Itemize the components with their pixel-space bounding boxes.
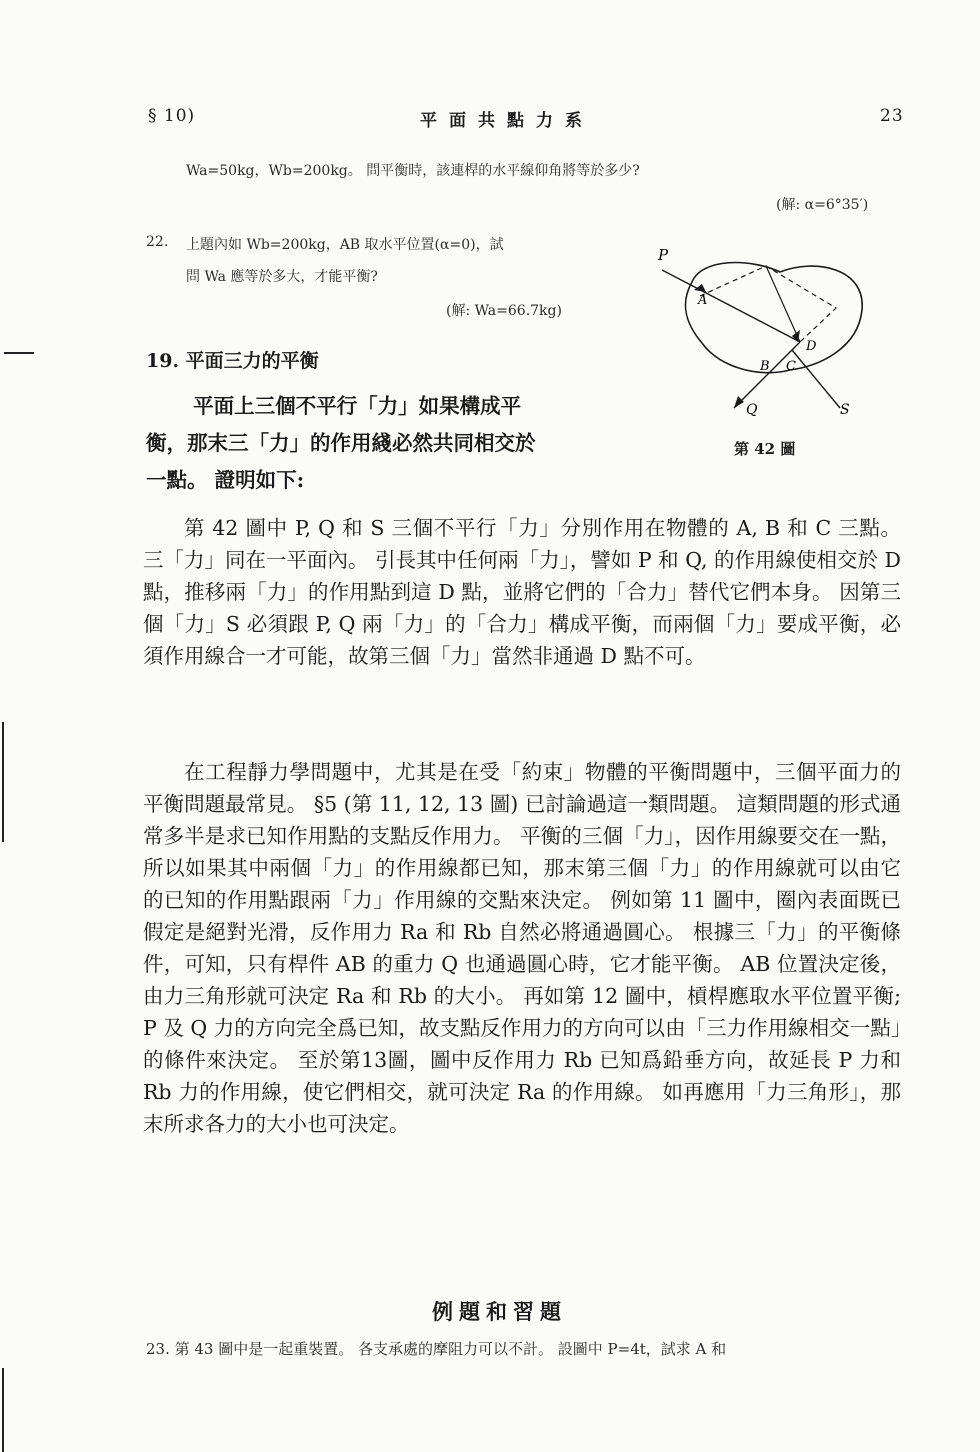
figure-caption: 第 42 圖 [734, 440, 796, 458]
problem-21-text: Wa=50kg，Wb=200kg。 問平衡時，該連桿的水平線仰角將等於多少? [186, 163, 640, 179]
body-paragraph-1 [143, 512, 901, 672]
section-marker: § 10) [148, 106, 196, 126]
label-b: B [760, 359, 770, 374]
running-title: 平面共點力系 [420, 111, 594, 131]
problem-22-number: 22. [146, 234, 169, 250]
problem-22-line2: 問 Wa 應等於多大，才能平衡? [186, 269, 378, 285]
problem-21-answer: (解: α=6°35′) [776, 197, 869, 213]
statement-line: 平面上三個不平行「力」如果構成平 [193, 394, 522, 418]
force-s-line [792, 350, 840, 408]
problem-22-answer: (解: Wa=66.7kg) [446, 303, 562, 319]
label-c: C [786, 359, 796, 374]
force-q-arrowhead [734, 396, 744, 408]
force-p-line [662, 270, 800, 342]
force-q-line [734, 342, 800, 408]
figure-42 [640, 238, 880, 438]
body-outline [685, 263, 862, 373]
page-number: 23 [880, 106, 904, 126]
force-parallelogram [700, 266, 836, 342]
paragraph-text: 第 42 圖中 P, Q 和 S 三個不平行「力」分別作用在物體的 A, B 和 C 三點。 三「力」同在一平面內。 引長其中任何兩「力」，譬如 P 和 Q, 的作用線使相交於 D 點，推移兩「力」的作用點到這 D 點，並將它們的「合力」替代它們本身。 因第三個「力」S 必須跟 P, Q 兩「力」的「合力」構成平衡，而兩個「力」要成平衡，必須作用線合一才可能，故第三個「力」當然非通過 D 點不可。 [143, 516, 901, 668]
exercises-heading: 例題和習題 [432, 1299, 567, 1324]
resultant-line [766, 266, 800, 342]
label-a: A [698, 293, 708, 308]
label-q: Q [746, 402, 758, 418]
statement-line: 一點。 證明如下: [146, 468, 305, 492]
paragraph-text: 在工程靜力學問題中，尤其是在受「約束」物體的平衡問題中，三個平面力的平衡問題最常見。 §5 (第 11, 12, 13 圖) 已討論過這一類問題。 這類問題的形式通常多半是求已知作用點的支點反作用力。 平衡的三個「力」，因作用線要交在一點，所以如果其中兩個「力」的作用線都已知，那末第三個「力」的作用線就可以由它的已知的作用點跟兩「力」作用線的交點來決定。 例如第 11 圖中，圈內表面既已假定是絕對光滑，反作用力 Ra 和 Rb 自然必將通過圓心。 根據三「力」的平衡條件，可知，只有桿件 AB 的重力 Q 也通過圓心時，它才能平衡。 AB 位置決定後，由力三角形就可決定 Ra 和 Rb 的大小。 再如第 12 圖中，槓桿應取水平位置平衡; P 及 Q 力的方向完全爲已知，故支點反作用力的方向可以由「三力作用線相交一點」的條件來決定。 至於第13圖，圖中反作用力 Rb 已知爲鉛垂方向，故延長 P 力和 Rb 力的作用線，使它們相交，就可決定 Ra 的作用線。 如再應用「力三角形」，那末所求各力的大小也可決定。 [143, 760, 901, 1136]
problem-22-line1: 上題內如 Wb=200kg，AB 取水平位置(α=0)，試 [186, 237, 504, 253]
label-p: P [658, 246, 669, 264]
section-statement [146, 388, 616, 499]
scan-edge [2, 722, 4, 842]
label-s: S [840, 402, 850, 418]
scan-mark [4, 352, 34, 354]
statement-line: 衡，那末三「力」的作用綫必然共同相交於 [146, 431, 536, 455]
section-heading: 19. 平面三力的平衡 [146, 350, 319, 372]
problem-23-text: 23. 第 43 圖中是一起重裝置。 各支承處的摩阻力可以不計。 設圖中 P=4t，試求 A 和 [146, 1340, 727, 1358]
label-d: D [806, 339, 817, 354]
scan-edge [2, 1368, 4, 1452]
body-paragraph-2 [143, 756, 901, 1140]
